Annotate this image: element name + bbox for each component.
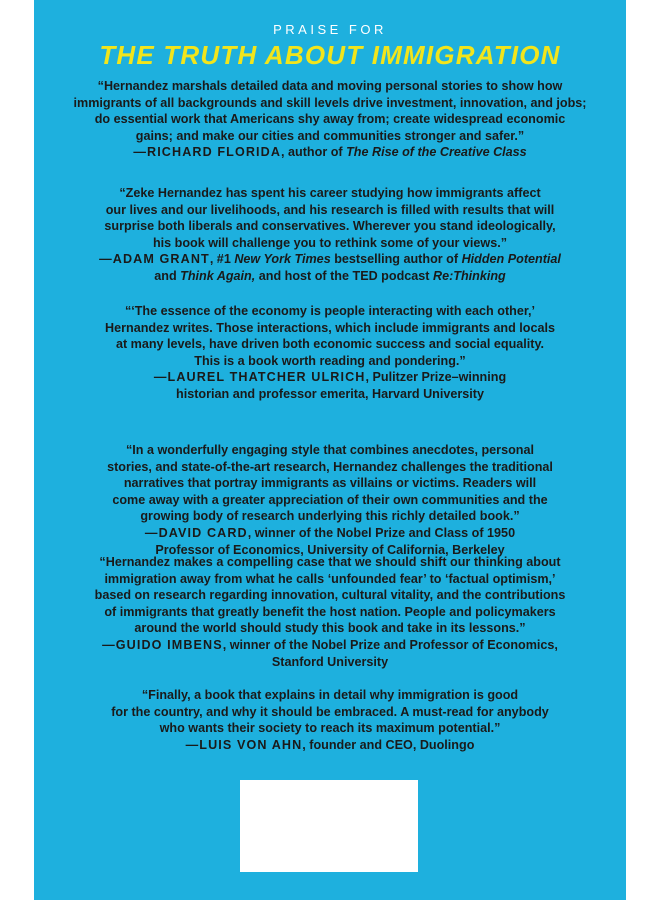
quote-line: “Finally, a book that explains in detail why immigration is good xyxy=(141,688,519,702)
attribution-book: The Rise of the Creative Class xyxy=(346,145,527,160)
quote-line: stories, and state-of-the-art research, Hernandez challenges the traditional xyxy=(107,459,553,474)
book-title: THE TRUTH ABOUT IMMIGRATION xyxy=(99,40,561,70)
attribution-name: —GUIDO IMBENS xyxy=(102,637,223,652)
attribution-text: , winner of the Nobel Prize and Class of 1950 xyxy=(247,525,516,540)
quote-line: Hernandez writes. Those interactions, which include immigrants and locals xyxy=(105,320,555,335)
attribution-line-2 xyxy=(34,268,626,285)
attribution xyxy=(34,525,626,542)
quote-line: “‘The essence of the economy is people interacting with each other,’ xyxy=(124,304,536,318)
quote-line: our lives and our livelihoods, and his research is filled with results that will xyxy=(105,202,555,217)
attribution-name: —RICHARD FLORIDA xyxy=(133,145,282,160)
attribution-book: Think Again, xyxy=(180,268,256,283)
attribution-line-2: Stanford University xyxy=(271,654,389,669)
attribution-line-2: historian and professor emerita, Harvard University xyxy=(176,386,484,401)
attribution-text: and xyxy=(154,268,181,283)
quote-line: around the world should study this book and take in its lessons.” xyxy=(134,621,526,636)
attribution xyxy=(34,737,626,754)
quote-line: narratives that portray immigrants as villains or victims. Readers will xyxy=(123,476,537,491)
blurb-florida xyxy=(34,78,626,161)
quote-line: “Hernandez marshals detailed data and moving personal stories to show how xyxy=(97,79,563,93)
quote-line: his book will challenge you to rethink some of your views.” xyxy=(152,235,508,250)
attribution-text: , author of xyxy=(281,145,347,160)
attribution-text: , Pulitzer Prize–winning xyxy=(365,370,507,385)
quote-line: growing body of research underlying this richly detailed book.” xyxy=(140,509,520,524)
attribution-line-2: Professor of Economics, University of California, Berkeley xyxy=(155,542,505,557)
attribution-name: —DAVID CARD xyxy=(144,525,248,540)
attribution-name: —ADAM GRANT xyxy=(99,252,210,267)
quote-line: come away with a greater appreciation of their own communities and the xyxy=(112,492,548,507)
quote-line: who wants their society to reach its maximum potential.” xyxy=(159,721,501,736)
quote-line: “Hernandez makes a compelling case that we should shift our thinking about xyxy=(99,555,561,569)
attribution xyxy=(34,144,626,161)
blurb-ulrich xyxy=(34,303,626,403)
quote-line: immigration away from what he calls ‘unfounded fear’ to ‘factual optimism,’ xyxy=(104,571,556,586)
quote-line: surprise both liberals and conservatives. Wherever you stand ideologically, xyxy=(104,219,556,234)
attribution-text: , winner of the Nobel Prize and Professor of Economics, xyxy=(222,637,558,652)
quote-line: of immigrants that greatly benefit the host nation. People and policymakers xyxy=(104,604,556,619)
attribution xyxy=(34,251,626,268)
attribution-text: bestselling author of xyxy=(330,252,462,267)
quote-line: do essential work that Americans shy away from; create widespread economic xyxy=(94,112,566,127)
attribution-italic: New York Times xyxy=(234,252,331,267)
attribution-podcast: Re:Thinking xyxy=(432,268,506,283)
quote-line: for the country, and why it should be embraced. A must-read for anybody xyxy=(111,704,549,719)
back-cover xyxy=(34,0,626,900)
attribution-name: —LUIS VON AHN xyxy=(185,737,303,752)
attribution-book: Hidden Potential xyxy=(461,252,561,267)
blurb-card xyxy=(34,442,626,558)
attribution xyxy=(34,369,626,386)
quote-line: “In a wonderfully engaging style that combines anecdotes, personal xyxy=(126,443,534,457)
quote-line: “Zeke Hernandez has spent his career studying how immigrants affect xyxy=(119,186,541,200)
quote-line: This is a book worth reading and pondering.” xyxy=(194,353,466,368)
attribution-text: , founder and CEO, Duolingo xyxy=(302,737,475,752)
quote-line: immigrants of all backgrounds and skill levels drive investment, innovation, and jobs; xyxy=(73,95,587,110)
quote-line: gains; and make our cities and communities stronger and safer.” xyxy=(135,128,525,143)
praise-eyebrow: PRAISE FOR xyxy=(273,22,387,37)
attribution-name: —LAUREL THATCHER ULRICH xyxy=(153,370,366,385)
quote-line: based on research regarding innovation, cultural vitality, and the contributions xyxy=(94,588,566,603)
blurb-grant xyxy=(34,185,626,285)
blurb-imbens xyxy=(34,554,626,670)
attribution-text: , #1 xyxy=(209,252,235,267)
blurb-von-ahn xyxy=(34,687,626,753)
barcode-placeholder xyxy=(240,780,418,872)
attribution xyxy=(34,637,626,654)
quote-line: at many levels, have driven both economic success and social equality. xyxy=(115,337,545,352)
attribution-text: and host of the TED podcast xyxy=(255,268,433,283)
